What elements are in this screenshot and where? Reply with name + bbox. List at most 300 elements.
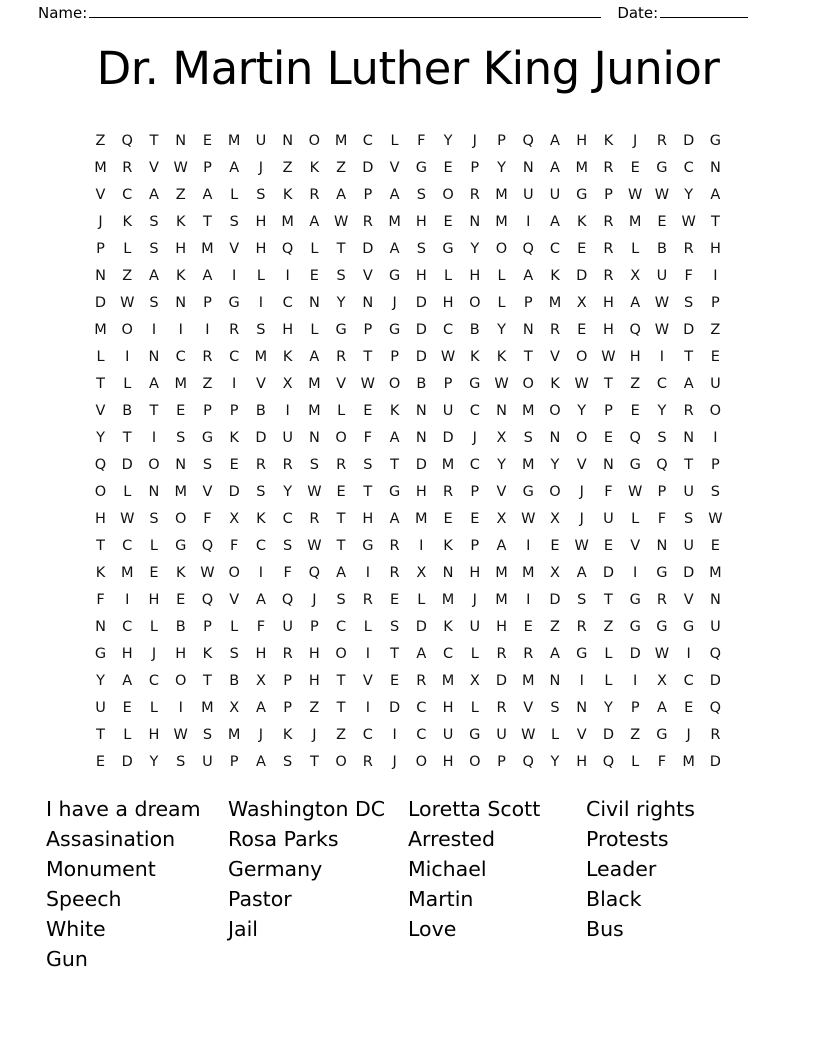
grid-letter[interactable]: D (415, 456, 427, 473)
grid-letter[interactable]: I (151, 429, 157, 446)
grid-letter[interactable]: H (255, 213, 267, 230)
grid-letter[interactable]: W (601, 348, 616, 365)
grid-letter[interactable]: K (282, 186, 293, 203)
grid-letter[interactable]: E (630, 159, 640, 176)
grid-letter[interactable]: D (388, 699, 401, 716)
grid-letter[interactable]: H (709, 240, 721, 257)
grid-letter[interactable]: O (335, 645, 347, 662)
grid-letter[interactable]: G (228, 294, 240, 311)
grid-letter[interactable]: R (122, 159, 133, 176)
grid-letter[interactable]: G (442, 240, 454, 257)
grid-letter[interactable]: A (336, 564, 347, 581)
grid-letter[interactable]: M (495, 213, 508, 230)
grid-letter[interactable]: P (229, 753, 239, 770)
grid-letter[interactable]: Q (281, 240, 294, 257)
grid-letter[interactable]: Q (709, 699, 722, 716)
grid-letter[interactable]: D (442, 429, 454, 446)
grid-letter[interactable]: Y (497, 456, 506, 473)
grid-letter[interactable]: N (282, 132, 294, 149)
grid-letter[interactable]: V (149, 159, 159, 176)
grid-letter[interactable]: P (497, 753, 506, 770)
grid-letter[interactable]: S (416, 186, 426, 203)
grid-letter[interactable]: U (656, 267, 668, 284)
grid-letter[interactable]: Z (175, 186, 186, 203)
word-list-item[interactable]: Monument (46, 856, 156, 881)
grid-letter[interactable]: I (526, 537, 531, 554)
grid-letter[interactable]: M (308, 402, 321, 419)
grid-letter[interactable]: L (390, 132, 399, 149)
grid-letter[interactable]: U (469, 618, 481, 635)
grid-letter[interactable]: D (362, 159, 374, 176)
grid-letter[interactable]: R (362, 591, 373, 608)
grid-letter[interactable]: P (470, 159, 480, 176)
grid-letter[interactable]: M (521, 402, 535, 419)
grid-letter[interactable]: Q (629, 321, 641, 338)
grid-letter[interactable]: G (709, 132, 722, 149)
grid-letter[interactable]: D (683, 321, 695, 338)
grid-letter[interactable]: H (576, 132, 588, 149)
grid-letter[interactable]: R (309, 186, 320, 203)
grid-letter[interactable]: O (576, 348, 588, 365)
grid-letter[interactable]: W (574, 537, 589, 554)
grid-letter[interactable]: R (336, 348, 347, 365)
grid-letter[interactable]: E (443, 159, 453, 176)
grid-letter[interactable]: C (229, 348, 240, 365)
grid-letter[interactable]: W (173, 159, 188, 176)
grid-letter[interactable]: L (470, 699, 479, 716)
grid-letter[interactable]: E (603, 429, 614, 446)
grid-letter[interactable]: W (307, 483, 322, 500)
grid-letter[interactable]: T (684, 456, 694, 473)
grid-letter[interactable]: V (576, 456, 587, 473)
grid-letter[interactable]: W (494, 375, 509, 392)
grid-letter[interactable]: E (336, 483, 346, 500)
grid-letter[interactable]: Z (336, 159, 347, 176)
grid-letter[interactable]: P (203, 618, 212, 635)
grid-letter[interactable]: C (416, 726, 427, 743)
grid-letter[interactable]: W (654, 321, 670, 338)
grid-letter[interactable]: W (521, 510, 536, 527)
grid-letter[interactable]: N (709, 591, 721, 608)
grid-letter[interactable]: R (362, 213, 373, 230)
grid-letter[interactable]: O (469, 294, 481, 311)
grid-letter[interactable]: E (443, 213, 453, 230)
grid-letter[interactable]: A (149, 186, 159, 203)
grid-letter[interactable]: I (633, 672, 638, 689)
grid-letter[interactable]: F (417, 132, 426, 149)
grid-letter[interactable]: K (202, 645, 213, 662)
grid-letter[interactable]: U (442, 726, 454, 743)
grid-letter[interactable]: H (603, 294, 614, 311)
grid-letter[interactable]: M (308, 375, 321, 392)
word-list-item[interactable]: Protests (586, 826, 669, 851)
grid-letter[interactable]: Z (202, 375, 213, 392)
grid-letter[interactable]: K (550, 375, 560, 392)
grid-letter[interactable]: X (416, 564, 427, 581)
grid-letter[interactable]: M (281, 213, 294, 230)
grid-letter[interactable]: I (232, 375, 237, 392)
grid-letter[interactable]: N (576, 699, 588, 716)
grid-letter[interactable]: K (576, 213, 587, 230)
grid-letter[interactable]: S (577, 591, 587, 608)
grid-letter[interactable]: E (657, 213, 667, 230)
grid-letter[interactable]: D (362, 240, 374, 257)
grid-letter[interactable]: Y (443, 132, 453, 149)
grid-letter[interactable]: P (657, 483, 667, 500)
grid-letter[interactable]: G (469, 726, 481, 743)
grid-letter[interactable]: I (258, 294, 264, 311)
grid-letter[interactable]: P (711, 294, 720, 311)
grid-letter[interactable]: I (205, 321, 210, 338)
grid-letter[interactable]: A (416, 645, 427, 662)
grid-letter[interactable]: S (176, 429, 186, 446)
grid-letter[interactable]: P (203, 159, 212, 176)
grid-letter[interactable]: N (175, 456, 187, 473)
word-list-item[interactable]: White (46, 916, 106, 941)
grid-letter[interactable]: G (388, 321, 401, 338)
grid-letter[interactable]: N (469, 213, 481, 230)
grid-letter[interactable]: X (229, 699, 240, 716)
grid-letter[interactable]: N (709, 159, 721, 176)
grid-letter[interactable]: R (576, 618, 587, 635)
grid-letter[interactable]: S (309, 456, 319, 473)
grid-letter[interactable]: O (148, 456, 160, 473)
grid-letter[interactable]: S (202, 726, 213, 743)
grid-letter[interactable]: X (630, 267, 641, 284)
grid-letter[interactable]: H (415, 213, 427, 230)
grid-letter[interactable]: E (389, 672, 400, 689)
grid-letter[interactable]: S (256, 483, 266, 500)
grid-letter[interactable]: H (175, 645, 187, 662)
grid-letter[interactable]: L (230, 618, 239, 635)
grid-letter[interactable]: S (176, 753, 186, 770)
grid-letter[interactable]: A (550, 213, 560, 230)
grid-letter[interactable]: N (683, 429, 695, 446)
grid-letter[interactable]: T (363, 483, 373, 500)
grid-letter[interactable]: C (282, 510, 293, 527)
grid-letter[interactable]: G (388, 483, 401, 500)
grid-letter[interactable]: S (256, 186, 266, 203)
grid-letter[interactable]: A (255, 699, 266, 716)
grid-letter[interactable]: B (255, 402, 266, 419)
grid-letter[interactable]: D (683, 132, 695, 149)
grid-letter[interactable]: R (603, 267, 614, 284)
grid-letter[interactable]: E (577, 321, 587, 338)
grid-letter[interactable]: Q (709, 645, 722, 662)
grid-letter[interactable]: C (549, 240, 561, 257)
grid-letter[interactable]: K (443, 537, 453, 554)
grid-letter[interactable]: C (683, 159, 694, 176)
grid-letter[interactable]: K (603, 132, 614, 149)
grid-letter[interactable]: E (176, 402, 186, 419)
grid-letter[interactable]: Y (577, 402, 587, 419)
name-blank-line[interactable] (89, 5, 601, 18)
grid-letter[interactable]: M (548, 294, 562, 311)
grid-letter[interactable]: Y (470, 240, 480, 257)
grid-letter[interactable]: H (121, 645, 133, 662)
grid-letter[interactable]: Y (550, 456, 560, 473)
grid-letter[interactable]: F (256, 618, 266, 635)
grid-letter[interactable]: N (175, 294, 187, 311)
grid-letter[interactable]: V (683, 591, 694, 608)
grid-letter[interactable]: Z (282, 159, 293, 176)
grid-letter[interactable]: N (522, 321, 534, 338)
grid-letter[interactable]: B (656, 240, 667, 257)
grid-letter[interactable]: G (362, 537, 374, 554)
grid-letter[interactable]: I (579, 672, 584, 689)
grid-letter[interactable]: A (496, 537, 507, 554)
grid-letter[interactable]: O (522, 375, 534, 392)
grid-letter[interactable]: K (256, 510, 266, 527)
grid-letter[interactable]: Z (122, 267, 133, 284)
grid-letter[interactable]: D (683, 564, 695, 581)
grid-letter[interactable]: S (550, 699, 560, 716)
grid-letter[interactable]: A (523, 267, 534, 284)
grid-letter[interactable]: E (684, 699, 694, 716)
grid-letter[interactable]: A (389, 186, 400, 203)
grid-letter[interactable]: B (175, 618, 186, 635)
grid-letter[interactable]: L (444, 267, 453, 284)
grid-letter[interactable]: E (710, 537, 720, 554)
grid-letter[interactable]: G (683, 618, 695, 635)
grid-letter[interactable]: N (656, 537, 668, 554)
grid-letter[interactable]: A (710, 186, 721, 203)
grid-letter[interactable]: L (550, 726, 560, 743)
grid-letter[interactable]: S (389, 618, 400, 635)
grid-letter[interactable]: Y (283, 483, 293, 500)
grid-letter[interactable]: C (122, 186, 133, 203)
grid-letter[interactable]: A (630, 294, 641, 311)
grid-letter[interactable]: L (149, 618, 159, 635)
grid-letter[interactable]: Z (603, 618, 614, 635)
grid-letter[interactable]: P (203, 402, 212, 419)
grid-letter[interactable]: A (229, 159, 240, 176)
grid-letter[interactable]: D (602, 726, 615, 743)
grid-letter[interactable]: A (255, 753, 266, 770)
grid-letter[interactable]: L (123, 726, 132, 743)
grid-letter[interactable]: E (149, 564, 159, 581)
grid-letter[interactable]: E (176, 591, 186, 608)
grid-letter[interactable]: U (95, 699, 106, 716)
grid-letter[interactable]: E (122, 699, 132, 716)
word-list-item[interactable]: Michael (408, 856, 487, 881)
grid-letter[interactable]: N (549, 429, 561, 446)
grid-letter[interactable]: G (469, 375, 481, 392)
grid-letter[interactable]: N (549, 672, 561, 689)
grid-letter[interactable]: U (255, 132, 267, 149)
grid-letter[interactable]: T (96, 375, 105, 392)
grid-letter[interactable]: R (362, 753, 373, 770)
grid-letter[interactable]: S (229, 645, 239, 662)
grid-letter[interactable]: K (550, 267, 560, 284)
grid-letter[interactable]: J (686, 726, 691, 743)
grid-letter[interactable]: W (521, 726, 536, 743)
grid-letter[interactable]: G (576, 645, 588, 662)
grid-letter[interactable]: I (365, 564, 370, 581)
word-list-item[interactable]: Gun (46, 946, 88, 971)
date-blank-line[interactable] (660, 5, 748, 18)
grid-letter[interactable]: T (203, 213, 212, 230)
word-list-item[interactable]: Civil rights (586, 796, 695, 821)
grid-letter[interactable]: O (495, 240, 508, 257)
grid-letter[interactable]: D (602, 564, 615, 581)
grid-letter[interactable]: K (122, 213, 132, 230)
grid-letter[interactable]: J (392, 294, 397, 311)
grid-letter[interactable]: L (123, 375, 132, 392)
grid-letter[interactable]: L (310, 240, 319, 257)
grid-letter[interactable]: D (121, 456, 133, 473)
grid-letter[interactable]: C (255, 537, 266, 554)
grid-letter[interactable]: I (178, 321, 183, 338)
grid-letter[interactable]: C (656, 375, 667, 392)
grid-letter[interactable]: P (604, 402, 613, 419)
grid-letter[interactable]: E (202, 132, 213, 149)
grid-letter[interactable]: O (549, 483, 561, 500)
grid-letter[interactable]: J (258, 159, 264, 176)
grid-letter[interactable]: V (95, 186, 106, 203)
grid-letter[interactable]: H (255, 240, 267, 257)
grid-letter[interactable]: W (681, 213, 696, 230)
grid-letter[interactable]: I (633, 564, 638, 581)
grid-letter[interactable]: E (229, 456, 239, 473)
grid-letter[interactable]: N (362, 294, 374, 311)
grid-letter[interactable]: G (656, 618, 668, 635)
grid-letter[interactable]: K (175, 267, 186, 284)
grid-letter[interactable]: H (603, 321, 614, 338)
grid-letter[interactable]: P (604, 186, 613, 203)
grid-letter[interactable]: S (523, 429, 533, 446)
grid-letter[interactable]: M (94, 159, 107, 176)
grid-letter[interactable]: P (390, 348, 399, 365)
grid-letter[interactable]: A (683, 375, 694, 392)
grid-letter[interactable]: S (149, 240, 159, 257)
grid-letter[interactable]: H (362, 510, 374, 527)
grid-letter[interactable]: I (526, 213, 531, 230)
grid-letter[interactable]: T (523, 348, 533, 365)
grid-letter[interactable]: U (683, 483, 694, 500)
grid-letter[interactable]: O (469, 753, 481, 770)
word-list-item[interactable]: Washington DC (228, 796, 386, 821)
grid-letter[interactable]: Z (630, 375, 641, 392)
grid-letter[interactable]: G (629, 591, 641, 608)
grid-letter[interactable]: U (710, 618, 721, 635)
grid-letter[interactable]: F (96, 591, 105, 608)
grid-letter[interactable]: C (122, 537, 133, 554)
grid-letter[interactable]: N (522, 159, 534, 176)
grid-letter[interactable]: H (308, 645, 320, 662)
grid-letter[interactable]: L (337, 402, 346, 419)
grid-letter[interactable]: W (120, 294, 135, 311)
grid-letter[interactable]: H (442, 753, 454, 770)
grid-letter[interactable]: C (469, 456, 480, 473)
grid-letter[interactable]: E (309, 267, 319, 284)
grid-letter[interactable]: S (283, 537, 293, 554)
grid-letter[interactable]: M (495, 564, 508, 581)
grid-letter[interactable]: E (603, 537, 614, 554)
grid-letter[interactable]: L (631, 510, 640, 527)
grid-letter[interactable]: T (336, 240, 346, 257)
grid-letter[interactable]: E (443, 510, 453, 527)
grid-letter[interactable]: P (711, 456, 720, 473)
grid-letter[interactable]: E (550, 537, 560, 554)
grid-letter[interactable]: R (496, 699, 507, 716)
grid-letter[interactable]: R (389, 537, 400, 554)
grid-letter[interactable]: Z (95, 132, 106, 149)
grid-letter[interactable]: E (577, 240, 587, 257)
grid-letter[interactable]: P (283, 672, 293, 689)
grid-letter[interactable]: I (178, 699, 183, 716)
grid-letter[interactable]: I (285, 267, 290, 284)
grid-letter[interactable]: R (496, 645, 507, 662)
grid-letter[interactable]: V (229, 240, 240, 257)
grid-letter[interactable]: L (631, 240, 640, 257)
grid-letter[interactable]: T (390, 645, 399, 662)
word-list-item[interactable]: Leader (586, 856, 657, 881)
grid-letter[interactable]: H (442, 294, 454, 311)
grid-letter[interactable]: X (496, 510, 507, 527)
grid-letter[interactable]: T (96, 537, 105, 554)
grid-letter[interactable]: N (308, 294, 320, 311)
grid-letter[interactable]: Y (550, 753, 560, 770)
grid-letter[interactable]: Q (629, 429, 641, 446)
grid-letter[interactable]: U (522, 186, 534, 203)
grid-letter[interactable]: L (256, 267, 265, 284)
word-list-item[interactable]: Pastor (228, 886, 292, 911)
grid-letter[interactable]: K (282, 348, 293, 365)
grid-letter[interactable]: P (630, 699, 640, 716)
grid-letter[interactable]: M (174, 375, 187, 392)
grid-letter[interactable]: Q (308, 564, 321, 581)
grid-letter[interactable]: S (256, 321, 266, 338)
grid-letter[interactable]: Q (522, 753, 534, 770)
grid-letter[interactable]: K (175, 213, 186, 230)
grid-letter[interactable]: P (96, 240, 105, 257)
grid-letter[interactable]: F (230, 537, 239, 554)
grid-letter[interactable]: D (228, 483, 240, 500)
grid-letter[interactable]: H (576, 753, 588, 770)
grid-letter[interactable]: C (336, 618, 347, 635)
grid-letter[interactable]: M (521, 672, 535, 689)
grid-letter[interactable]: W (654, 645, 670, 662)
grid-letter[interactable]: N (415, 402, 427, 419)
grid-letter[interactable]: V (95, 402, 106, 419)
grid-letter[interactable]: W (628, 186, 643, 203)
grid-letter[interactable]: D (94, 294, 107, 311)
grid-letter[interactable]: P (310, 618, 319, 635)
grid-letter[interactable]: F (363, 429, 373, 446)
grid-letter[interactable]: C (175, 348, 186, 365)
grid-letter[interactable]: I (659, 348, 665, 365)
grid-letter[interactable]: L (497, 294, 506, 311)
grid-letter[interactable]: B (122, 402, 133, 419)
grid-letter[interactable]: M (94, 321, 107, 338)
grid-letter[interactable]: Q (522, 240, 534, 257)
grid-letter[interactable]: M (201, 699, 214, 716)
grid-letter[interactable]: L (363, 618, 372, 635)
grid-letter[interactable]: C (148, 672, 160, 689)
grid-letter[interactable]: K (175, 564, 186, 581)
grid-letter[interactable]: M (201, 240, 214, 257)
grid-letter[interactable]: D (709, 672, 721, 689)
grid-letter[interactable]: U (603, 510, 614, 527)
grid-letter[interactable]: W (708, 510, 723, 527)
grid-letter[interactable]: O (308, 132, 321, 149)
grid-letter[interactable]: N (175, 132, 187, 149)
grid-letter[interactable]: Z (336, 726, 347, 743)
grid-letter[interactable]: I (365, 645, 370, 662)
grid-letter[interactable]: P (363, 321, 373, 338)
grid-letter[interactable]: R (202, 348, 213, 365)
